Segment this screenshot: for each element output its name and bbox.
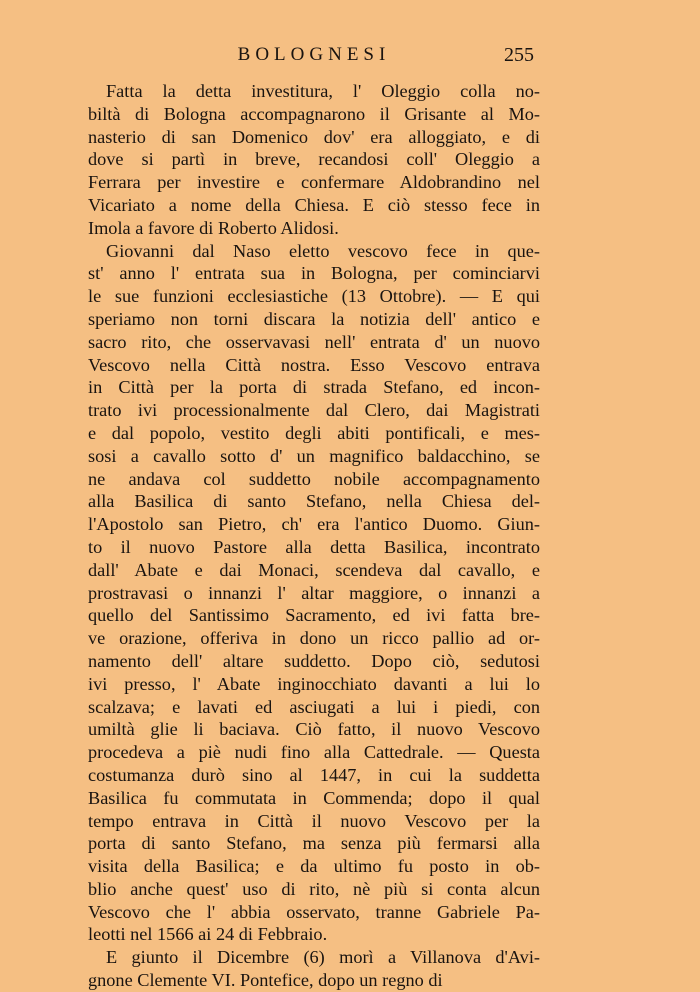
text-line: prostravasi o innanzi l' altar maggiore, o innanzi a [88,582,540,603]
text-line: sacro rito, che osservavasi nell' entrata d' un nuovo [88,331,540,352]
text-line: Ferrara per investire e confermare Aldobrandino nel [88,172,540,193]
text-line: Imola a favore di Roberto Alidosi. [88,217,339,238]
text-line: biltà di Bologna accompagnarono il Grisante al Mo- [88,103,540,124]
text-line: E giunto il Dicembre (6) morì a Villanova d'Avi- [106,947,540,968]
text-line: gnone Clemente VI. Pontefice, dopo un regno di [88,970,443,991]
text-line: Giovanni dal Naso eletto vescovo fece in que- [106,240,540,261]
text-line: costumanza durò sino al 1447, in cui la suddetta [88,764,540,785]
text-line: l'Apostolo san Pietro, ch' era l'antico Duomo. Giun- [88,514,540,535]
page-number: 255 [504,44,534,66]
text-line: Vicariato a nome della Chiesa. E ciò stesso fece in [88,194,540,215]
text-line: visita della Basilica; e da ultimo fu posto in ob- [88,856,540,877]
text-line: speriamo non torni discara la notizia dell' antico e [88,308,540,329]
paragraph [88,240,540,947]
text-line: ivi presso, l' Abate inginocchiato davanti a lui lo [88,673,540,694]
text-line: alla Basilica di santo Stefano, nella Chiesa del- [88,491,540,512]
paragraph [88,946,540,992]
text-line: st' anno l' entrata sua in Bologna, per cominciarvi [88,263,540,284]
text-line: dove si partì in breve, recandosi coll' Oleggio a [88,149,540,170]
page-header [88,44,540,74]
text-line: Basilica fu commutata in Commenda; dopo il qual [88,787,540,808]
text-line: tempo entrava in Città il nuovo Vescovo per la [88,810,540,831]
text-line: to il nuovo Pastore alla detta Basilica, incontrato [88,536,540,557]
text-line: sosi a cavallo sotto d' un magnifico baldacchino, se [88,445,540,466]
text-line: Fatta la detta investitura, l' Oleggio colla no- [106,81,540,101]
text-line: ve orazione, offeriva in dono un ricco pallio ad or- [88,628,540,649]
text-line: blio anche quest' uso di rito, nè più si conta alcun [88,878,540,899]
text-line: quello del Santissimo Sacramento, ed ivi fatta bre- [88,605,540,626]
text-line: scalzava; e lavati ed asciugati a lui i piedi, con [88,696,540,717]
text-line: le sue funzioni ecclesiastiche (13 Ottobre). — E qui [88,286,540,307]
text-line: Vescovo che l' abbia osservato, tranne Gabriele Pa- [88,901,540,922]
text-line: procedeva a piè nudi fino alla Cattedrale. — Questa [88,742,540,763]
text-line: umiltà glie li baciava. Ciò fatto, il nuovo Vescovo [88,719,540,740]
text-line: porta di santo Stefano, ma senza più fermarsi alla [88,833,540,854]
text-line: e dal popolo, vestito degli abiti pontificali, e mes- [88,422,540,443]
paragraph [88,80,540,240]
text-line: Vescovo nella Città nostra. Esso Vescovo entrava [88,354,540,375]
text-line: ne andava col suddetto nobile accompagnamento [88,468,540,489]
text-line: leotti nel 1566 ai 24 di Febbraio. [88,924,328,945]
text-line: trato ivi processionalmente dal Clero, dai Magistrati [88,400,540,421]
text-line: namento dell' altare suddetto. Dopo ciò, sedutosi [88,650,540,671]
text-line: nasterio di san Domenico dov' era alloggiato, e di [88,126,540,147]
running-title: BOLOGNESI [237,44,391,65]
text-line: in Città per la porta di strada Stefano, ed incon- [88,377,540,398]
text-line: dall' Abate e dai Monaci, scendeva dal cavallo, e [88,559,540,580]
page-body [88,80,540,992]
